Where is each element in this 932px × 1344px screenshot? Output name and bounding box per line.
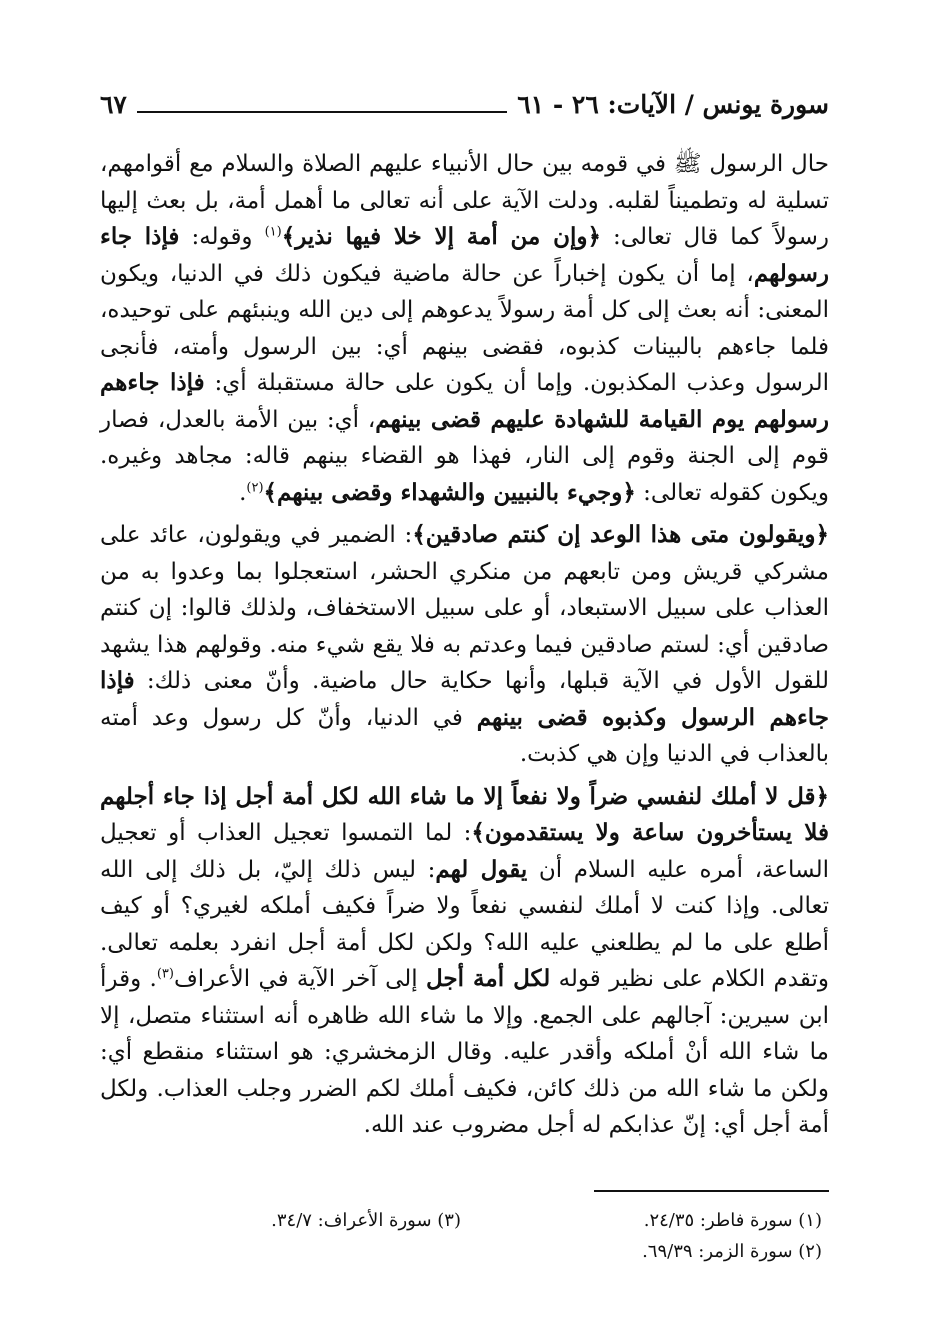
- footnote-1: (١) سورة فاطر: ٢٤/٣٥.: [643, 1210, 822, 1231]
- page-number: ٦٧: [100, 90, 127, 119]
- quoted-text: فإذا جاء رسولهم: [100, 223, 829, 287]
- text-segment: .: [239, 479, 247, 506]
- text-segment: : لما التمسوا تعجيل العذاب أو تعجيل الساعة، أمره عليه السلام أن: [100, 820, 829, 883]
- text-segment: : ليس ذلك إليّ، بل ذلك إلى الله تعالى. وإذا كنت لا أملك لنفسي نفعاً ولا ضراً فكيف أملكه لغيري؟ أو كيف أطلع على ما لم يطلعني عليه الله؟ ولكن لكل أمة أجل انفرد بعلمه تعالى. وتقدم الكلام على نظير قوله: [100, 856, 830, 992]
- footnote-ref: (٣): [156, 966, 174, 982]
- text-segment: . وقرأ ابن سيرين: آجالهم على الجمع. وإلا ما شاء الله ظاهره أنه استثناء متصل، إلا ما شاء الله أنْ أملكه وأقدر عليه. وقال الزمخشري: هو استثناء منقطع أي: ولكن ما شاء الله من ذلك كائن، فكيف أملك لكم الضرر وجلب العذاب. ولكل أمة أجل أي: إنّ عذابكم له أجل مضروب عند الله.: [100, 966, 829, 1138]
- text-segment: إلى آخر الآية في الأعراف: [173, 966, 427, 992]
- text-segment: وقوله:: [179, 224, 265, 250]
- footnotes: [100, 1205, 822, 1267]
- text-segment: ، إما أن يكون إخباراً عن حالة ماضية فيكون ذلك في الدنيا، ويكون المعنى: أنه بعث إلى كل أمة رسولاً يدعوهم إلى دين الله وينبئهم على توحيده، فلما جاءهم بالبينات كذبوه، فقضى بينهم أي: بين الرسول وأمته، فأنجى الرسول وعذب المكذبون. وإما أن يكون على حالة مستقبلة أي:: [100, 260, 829, 396]
- quoted-text: ﴿وإن من أمة إلا خلا فيها نذير﴾: [281, 223, 601, 250]
- main-text: [100, 146, 829, 1150]
- quoted-text: فإذا جاءهم الرسول وكذبوه قضى بينهم: [100, 667, 829, 731]
- footnote-ref: (١): [264, 224, 282, 240]
- footnote-row: [100, 1236, 822, 1267]
- text-segment: : الضمير في ويقولون، عائد على مشركي قريش ومن تابعهم من منكري الحشر، استعجلوا بما وعدوا به من العذاب على سبيل الاستبعاد، أو على سبيل الاستخفاف، ولذلك قالوا: إن كنتم صادقين أي: لستم صادقين فيما وعدتم به فلا يقع شيء منه. وقولهم هذا يشهد للقول الأول في الآية قبلها، وأنها حكاية حال ماضية. وأنّ معنى ذلك:: [100, 522, 829, 694]
- quoted-text: ﴿ويقولون متى هذا الوعد إن كنتم صادقين﴾: [412, 521, 829, 548]
- quoted-text: ﴿قل لا أملك لنفسي ضراً ولا نفعاً إلا ما شاء الله لكل أمة أجل إذا جاء أجلهم فلا يستأخرون ساعة ولا يستقدمون﴾: [100, 782, 829, 846]
- quoted-text: ﴿وجيء بالنبيين والشهداء وقضى بينهم﴾: [263, 478, 636, 506]
- footnote-3: (٣) سورة الأعراف: ٣٤/٧.: [271, 1210, 461, 1231]
- text-segment: في الدنيا، وأنّ كل رسول وعد أمته بالعذاب في الدنيا وإن هي كذبت.: [100, 704, 829, 767]
- paragraph: [100, 146, 829, 511]
- quoted-text: لكل أمة أجل: [426, 965, 551, 992]
- footnote-ref: (٢): [246, 479, 264, 495]
- text-segment: حال الرسول ﷺ في قومه بين حال الأنبياء عليهم الصلاة والسلام مع أقوامهم، تسلية له وتطميناً لقلبه. ودلت الآية على أنه تعالى ما أهمل أمة، بل بعث إليها رسولاً كما قال تعالى:: [100, 151, 829, 250]
- paragraph: [100, 779, 829, 1144]
- paragraph: [100, 517, 829, 773]
- quoted-text: فإذا جاءهم رسولهم يوم القيامة للشهادة عليهم قضى بينهم: [100, 369, 830, 433]
- text-segment: ، أي: بين الأمة بالعدل، فصار قوم إلى الجنة وقوم إلى النار، فهذا هو القضاء بينهم قاله: مجاهد وغيره. ويكون كقوله تعالى:: [100, 406, 829, 506]
- running-title: سورة يونس / الآيات: ٢٦ - ٦١: [517, 90, 829, 119]
- quoted-text: يقول لهم: [435, 855, 528, 883]
- page-header: [100, 86, 829, 120]
- footnote-row: [100, 1205, 822, 1236]
- header-rule: [137, 111, 507, 113]
- footnote-rule: [594, 1190, 829, 1192]
- footnote-2: (٢) سورة الزمر: ٦٩/٣٩.: [642, 1241, 822, 1262]
